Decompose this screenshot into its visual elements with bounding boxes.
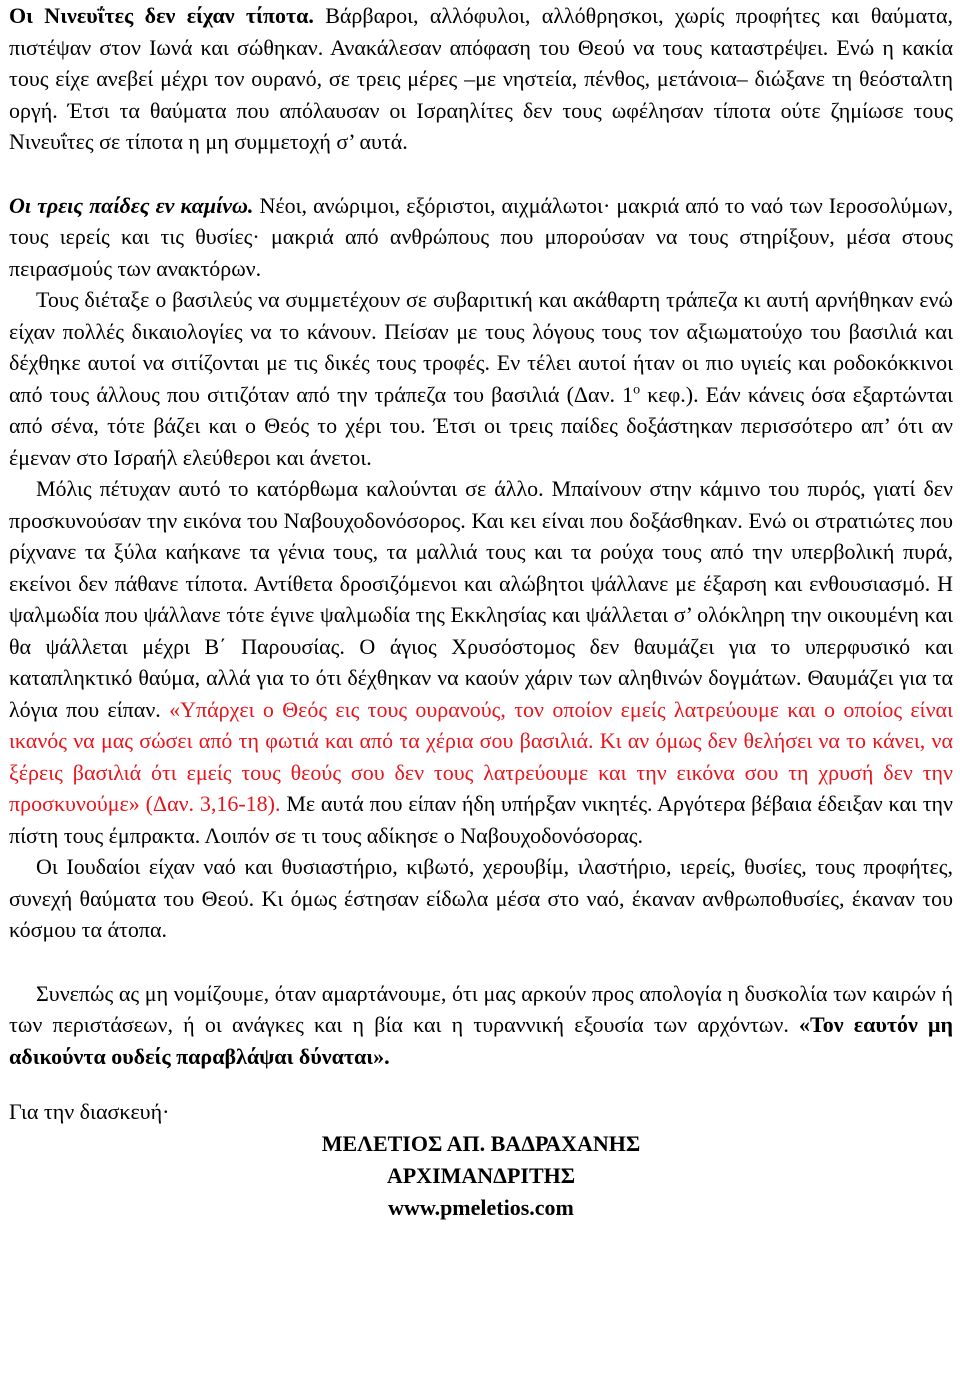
paragraph-furnace-body: Μόλις πέτυχαν αυτό το κατόρθωμα καλούνται σε άλλο. Μπαίνουν στην κάμινο του πυρός, γιατί δεν προσκυνούσαν την εικόνα του Ναβουχοδονόσορος. Και κει είναι που δοξάσθηκαν. Ενώ οι στρατιώτες που ρίχνανε τα ξύλα καήκανε τα γένια τους, τα μαλλιά τους και τα ρούχα τους από την υπερβολική πυρά, εκείνοι δεν πάθανε τίποτα. Αντίθετα δροσιζόμενοι και αλώβητοι ψάλλανε με έξαρση και ενθουσιασμό. Η ψαλμωδία που ψάλλανε τότε έγινε ψαλμωδία της Εκκλησίας και ψάλλεται σ’ ολόκληρη την οικουμένη και θα ψάλλεται μέχρι Β΄ Παρουσίας. Ο άγιος Χρυσόστομος δεν θαυμάζει για το υπερφυσικό και καταπληκτικό θαύμα, αλλά για το ότι δέχθηκαν να καούν χάριν των αληθινών δογμάτων. Θαυμάζει για τα λόγια που είπαν.: [9, 476, 953, 722]
paragraph-ninevites: [9, 0, 953, 158]
paragraph-furnace-tail: Με αυτά που είπαν ήδη υπήρξαν νικητές. Αργότερα βέβαια έδειξαν και την πίστη τους έμπρακτα. Λοιπόν σε τι τους αδίκησε ο Ναβουχοδονόσορας.: [9, 791, 953, 848]
superscript-ordinal: ο: [633, 382, 641, 398]
paragraph-conclusion: [9, 978, 953, 1073]
paragraph-lead-three-youths: Οι τρεις παίδες εν καμίνω.: [9, 192, 254, 218]
author-name: ΜΕΛΕΤΙΟΣ ΑΠ. ΒΑΔΡΑΧΑΝΗΣ: [321, 1130, 641, 1156]
paragraph-kings-table: [9, 284, 953, 473]
paragraph-lead-ninevites: Οι Νινευΐτες δεν είχαν τίποτα.: [9, 3, 314, 28]
author-website: www.pmeletios.com: [388, 1194, 574, 1220]
paragraph-conclusion-quote: «Τον εαυτόν μη αδικούντα ουδείς παραβλάψαι δύναται».: [9, 1012, 954, 1069]
paragraph-conclusion-body: Συνεπώς ας μη νομίζουμε, όταν αμαρτάνουμε, ότι μας αρκούν προς απολογία η δυσκολία των καιρών ή των περιστάσεων, ή οι ανάγκες και η βία και η τυραννική εξουσία των αρχόντων.: [9, 980, 953, 1037]
paragraph-body-three-youths: Νέοι, ανώριμοι, εξόριστοι, αιχμάλωτοι· μακριά από το ναό των Ιεροσολύμων, τους ιερείς και τις θυσίες· μακριά από ανθρώπους που μπορούσαν να τους στηρίξουν, μέσα στους πειρασμούς των ανακτόρων.: [9, 192, 953, 281]
paragraph-furnace-quote: «Υπάρχει ο Θεός εις τους ουρανούς, τον οποίον εμείς λατρεύουμε και ο οποίος είναι ικανός να μας σώσει από τη φωτιά και από τα χέρια σου βασιλιά. Κι αν όμως δεν θελήσει να το κάνει, να ξέρεις βασιλιά ότι εμείς τους θεούς σου δεν τους λατρεύουμε και την εικόνα σου τη χρυσή δεν την προσκυνούμε» (Δαν. 3,16-18).: [9, 696, 953, 816]
paragraph-kings-table-text-1: Τους διέταξε ο βασιλεύς να συμμετέχουν σε συβαριτική και ακάθαρτη τράπεζα κι αυτή αρνήθηκαν ενώ είχαν πολλές δικαιολογίες να το κάνουν. Πείσαν με τους λόγους τους τον αξιωματούχο του βασιλιά και δέχθηκε αυτοί να σιτίζονται με τις δικές τους τροφές. Εν τέλει αυτοί ήταν οι πιο υγιείς και ροδοκόκκινοι από τους άλλους που σιτιζόταν από την τράπεζα του βασιλιά (Δαν. 1: [9, 287, 953, 407]
signature-block: [9, 1128, 953, 1224]
paragraph-three-youths: [9, 190, 953, 285]
closing-for-text: [9, 1096, 953, 1128]
paragraph-jews-body: Οι Ιουδαίοι είχαν ναό και θυσιαστήριο, κιβωτό, χερουβίμ, ιλαστήριο, ιερείς, θυσίες, τους προφήτες, συνεχή θαύματα του Θεού. Κι όμως έστησαν είδωλα μέσα στο ναό, έκαναν ανθρωποθυσίες, έκαναν του κόσμου τα άτοπα.: [9, 854, 953, 942]
closing-for-label: Για την διασκευή·: [9, 1099, 170, 1124]
author-title: ΑΡΧΙΜΑΝΔΡΙΤΗΣ: [386, 1162, 576, 1188]
paragraph-body-ninevites: Βάρβαροι, αλλόφυλοι, αλλόθρησκοι, χωρίς προφήτες και θαύματα, πιστέψαν στον Ιωνά και σώθηκαν. Ανακάλεσαν απόφαση του Θεού να τους καταστρέψει. Ενώ η κακία τους είχε ανεβεί μέχρι τον ουρανό, σε τρεις μέρες –με νηστεία, πένθος, μετάνοια– διώξανε τη θεόσταλτη οργή. Έτσι τα θαύματα που απόλαυσαν οι Ισραηλίτες δεν τους ωφέλησαν τίποτα ούτε ζημίωσε τους Νινευΐτες σε τίποτα η μη συμμετοχή σ’ αυτά.: [9, 3, 953, 154]
paragraph-jews: [9, 851, 953, 946]
paragraph-kings-table-text-2: κεφ.). Εάν κάνεις όσα εξαρτώνται από σένα, τότε βάζει και ο Θεός το χέρι του. Έτσι οι τρεις παίδες δοξάστηκαν περισσότερο απ’ ότι αν έμεναν στο Ισραήλ ελεύθεροι και άνετοι.: [9, 381, 953, 470]
paragraph-furnace: [9, 473, 953, 851]
